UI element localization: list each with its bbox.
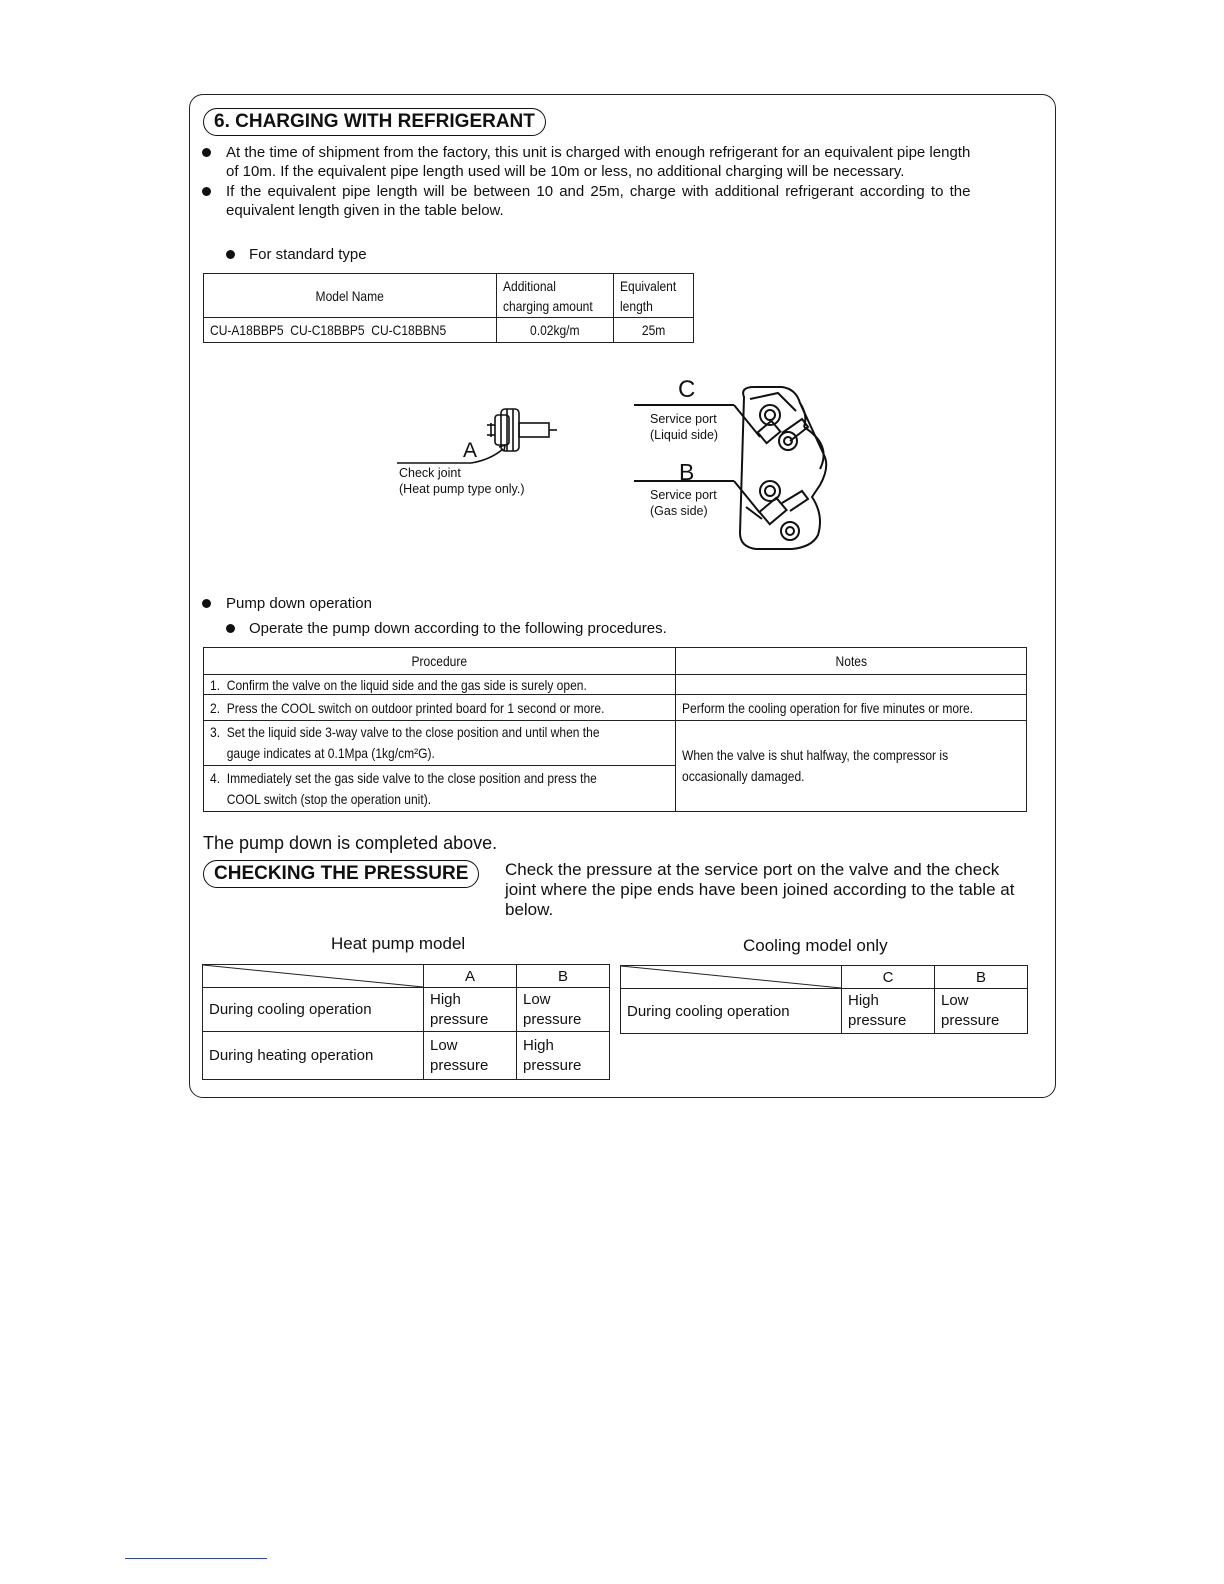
pump-down-completed: The pump down is completed above. bbox=[203, 833, 498, 853]
header-equivalent: Equivalent length bbox=[614, 274, 694, 318]
footer-rule bbox=[125, 1558, 267, 1559]
cell-cooling-b: Low pressure bbox=[517, 988, 610, 1032]
label-b: B bbox=[679, 459, 695, 485]
col-header-b: B bbox=[517, 965, 610, 988]
cell-heating-a: Low pressure bbox=[424, 1032, 517, 1080]
procedure-step-2: 2. Press the COOL switch on outdoor printed board for 1 second or more. bbox=[204, 695, 676, 721]
bullet-text-1a: At the time of shipment from the factory, this unit is charged with enough refrigerant for an equivalent pipe length bbox=[226, 144, 971, 161]
checking-text-3: below. bbox=[505, 900, 554, 919]
col-header-b: B bbox=[935, 966, 1028, 989]
heat-pump-table bbox=[202, 964, 610, 1080]
gas-side-label: (Gas side) bbox=[650, 504, 708, 518]
length-cell: 25m bbox=[614, 318, 694, 343]
check-joint-drawing bbox=[395, 405, 565, 465]
header-procedure: Procedure bbox=[204, 648, 676, 675]
amount-cell: 0.02kg/m bbox=[497, 318, 614, 343]
bullet-text-1b: of 10m. If the equivalent pipe length used will be 10m or less, no additional charging will be necessary. bbox=[226, 163, 905, 180]
bullet-text-2a: If the equivalent pipe length will be between 10 and 25m, charge with additional refrigerant according to the bbox=[226, 183, 971, 200]
bullet-text-2b: equivalent length given in the table below. bbox=[226, 202, 504, 219]
standard-type-label: For standard type bbox=[249, 246, 367, 263]
cell-cooling-c: High pressure bbox=[842, 989, 935, 1034]
label-c: C bbox=[678, 376, 696, 403]
bullet-dot bbox=[202, 148, 211, 157]
checking-title: CHECKING THE PRESSURE bbox=[203, 860, 479, 888]
pump-down-title: Pump down operation bbox=[226, 595, 372, 612]
procedure-step-1: 1. Confirm the valve on the liquid side and the gas side is surely open. bbox=[204, 675, 676, 695]
col-header-c: C bbox=[842, 966, 935, 989]
row-label-cooling: During cooling operation bbox=[203, 988, 424, 1032]
model-table bbox=[203, 273, 694, 343]
cell-heating-b: High pressure bbox=[517, 1032, 610, 1080]
diagonal-header-cell bbox=[203, 965, 424, 988]
heat-pump-caption: Heat pump model bbox=[331, 934, 466, 953]
col-header-a: A bbox=[424, 965, 517, 988]
check-joint-label: Check joint bbox=[399, 466, 461, 480]
bullet-dot bbox=[226, 250, 235, 259]
cell-cooling-a: High pressure bbox=[424, 988, 517, 1032]
service-port-liquid-label: Service port bbox=[650, 412, 717, 426]
header-model-name: Model Name bbox=[204, 274, 497, 318]
note-step-2: Perform the cooling operation for five minutes or more. bbox=[675, 695, 1027, 721]
bullet-dot bbox=[202, 599, 211, 608]
header-additional: Additional charging amount bbox=[497, 274, 614, 318]
heat-pump-only-label: (Heat pump type only.) bbox=[399, 482, 525, 496]
row-label-cooling: During cooling operation bbox=[621, 989, 842, 1034]
cooling-table bbox=[620, 965, 1028, 1034]
bullet-dot bbox=[202, 187, 211, 196]
checking-text-2: joint where the pipe ends have been joined according to the table at bbox=[505, 880, 1015, 899]
header-notes: Notes bbox=[675, 648, 1027, 675]
checking-text-1: Check the pressure at the service port on the valve and the check bbox=[505, 860, 1000, 879]
pump-down-sub: Operate the pump down according to the following procedures. bbox=[249, 620, 667, 637]
model-names-cell: CU-A18BBP5 CU-C18BBP5 CU-C18BBN5 bbox=[204, 318, 497, 343]
note-step-1 bbox=[675, 675, 1027, 695]
row-label-heating: During heating operation bbox=[203, 1032, 424, 1080]
note-steps-3-4: When the valve is shut halfway, the compressor is occasionally damaged. bbox=[675, 721, 1027, 812]
label-a: A bbox=[463, 439, 478, 462]
procedure-step-4: 4. Immediately set the gas side valve to the close position and press the COOL switch (stop the operation unit). bbox=[204, 766, 676, 812]
procedure-step-3: 3. Set the liquid side 3-way valve to the close position and until when the gauge indicates at 0.1Mpa (1kg/cm²G). bbox=[204, 721, 676, 766]
cooling-caption: Cooling model only bbox=[743, 936, 888, 955]
cell-cooling-b: Low pressure bbox=[935, 989, 1028, 1034]
service-port-gas-label: Service port bbox=[650, 488, 717, 502]
bullet-dot bbox=[226, 624, 235, 633]
liquid-side-label: (Liquid side) bbox=[650, 428, 719, 442]
procedure-table bbox=[203, 647, 1027, 812]
section-title: 6. CHARGING WITH REFRIGERANT bbox=[203, 108, 546, 136]
diagonal-header-cell bbox=[621, 966, 842, 989]
